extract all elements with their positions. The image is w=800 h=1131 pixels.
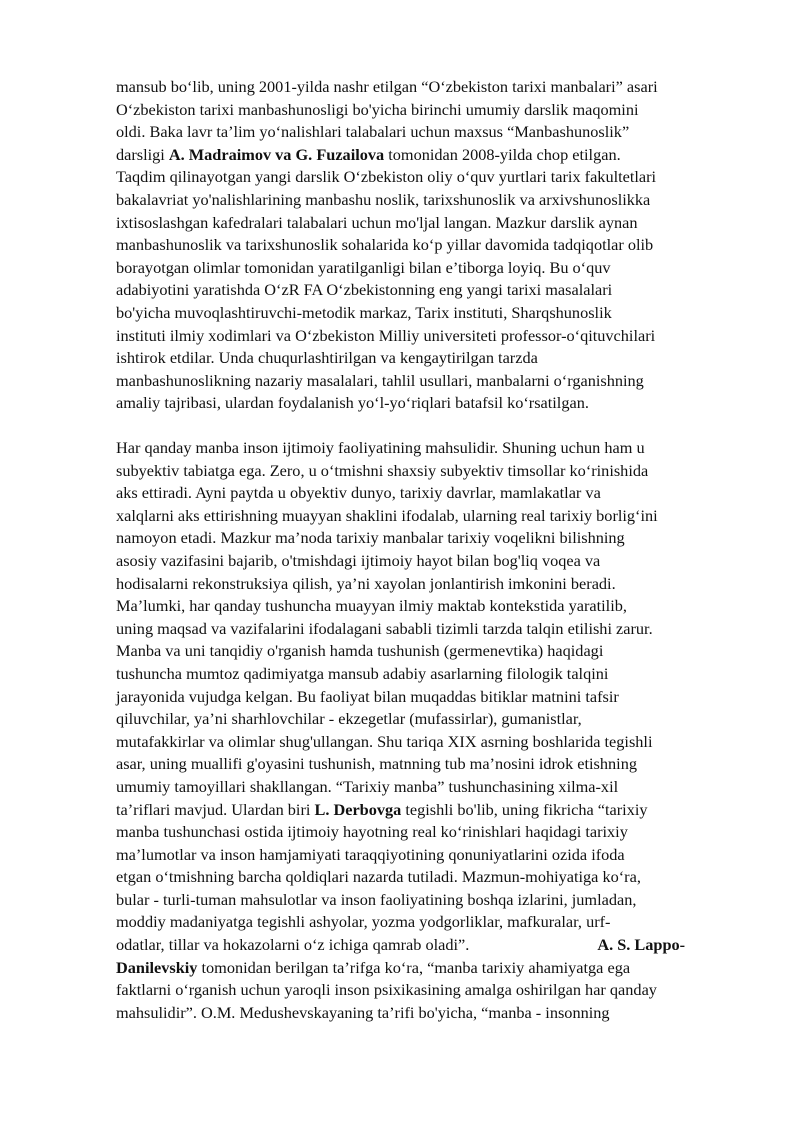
text-line: bakalavriat yo'nalishlarining manbashu noslik, tarixshunoslik va arxivshunoslikka xyxy=(116,189,651,209)
text-run: tomonidan 2008-yilda chop etilgan. xyxy=(384,144,621,164)
text-run: ta’riflari mavjud. Ulardan biri xyxy=(116,799,315,819)
text-line xyxy=(116,144,742,167)
text-line: borayotgan olimlar tomonidan yaratilganligi bilan e’tiborga loyiq. Bu o‘quv xyxy=(116,257,611,277)
text-line: bular - turli-tuman mahsulotlar va inson faoliyatining boshqa izlarini, jumladan, xyxy=(116,889,637,909)
text-line: mansub bo‘lib, uning 2001-yilda nashr etilgan “O‘zbekiston tarixi manbalari” asari xyxy=(116,77,658,96)
text-line: hodisalarni rekonstruksiya qilish, ya’ni xayolan jonlantirish imkonini beradi. xyxy=(116,573,616,593)
text-line: aks ettiradi. Ayni paytda u obyektiv dunyo, tarixiy davrlar, mamlakatlar va xyxy=(116,483,601,503)
text-line: moddiy madaniyatga tegishli ashyolar, yozma yodgorliklar, mafkuralar, urf- xyxy=(116,912,611,932)
paragraph-2 xyxy=(116,437,742,1024)
text-line: tushuncha mumtoz qadimiyatga mansub adabiy asarlarning filologik talqini xyxy=(116,663,609,683)
text-line: bo'yicha muvoqlashtiruvchi-metodik markaz, Tarix instituti, Sharqshunoslik xyxy=(116,302,612,322)
text-line xyxy=(116,799,742,822)
text-line: oldi. Baka lavr ta’lim yo‘nalishlari talabalari uchun maxsus “Manbashunoslik” xyxy=(116,122,630,142)
text-line xyxy=(116,934,742,957)
text-line: Taqdim qilinayotgan yangi darslik O‘zbekiston oliy o‘quv yurtlari tarix fakultetlari xyxy=(116,167,657,187)
text-line: manbashunoslikning nazariy masalalari, tahlil usullari, manbalarni o‘rganishning xyxy=(116,370,644,390)
text-line: qiluvchilar, ya’ni sharhlovchilar - ekzegetlar (mufassirlar), gumanistlar, xyxy=(116,709,582,729)
text-line: amaliy tajribasi, ulardan foydalanish yo‘l-yo‘riqlari batafsil ko‘rsatilgan. xyxy=(116,393,589,413)
text-line: Ma’lumki, har qanday tushuncha muayyan ilmiy maktab kontekstida yaratilib, xyxy=(116,596,627,616)
text-line: Manba va uni tanqidiy o'rganish hamda tushunish (germenevtika) haqidagi xyxy=(116,641,604,661)
text-line: ma’lumotlar va inson hamjamiyati taraqqiyotining qonuniyatlarini ozida ifoda xyxy=(116,844,625,864)
text-line: etgan o‘tmishning barcha qoldiqlari nazarda tutiladi. Mazmun-mohiyatiga ko‘ra, xyxy=(116,867,641,887)
text-line: ishtirok etdilar. Unda chuqurlashtirilgan va kengaytirilgan tarzda xyxy=(116,348,538,368)
text-line: umumiy tamoyillari shakllangan. “Tarixiy manba” tushunchasining xilma-xil xyxy=(116,776,619,796)
text-line: adabiyotini yaratishda O‘zR FA O‘zbekistonning eng yangi tarixi masalalari xyxy=(116,280,613,300)
text-line: jarayonida vujudga kelgan. Bu faoliyat bilan muqaddas bitiklar matnini tafsir xyxy=(116,686,619,706)
text-line: Har qanday manba inson ijtimoiy faoliyatining mahsulidir. Shuning uchun ham u xyxy=(116,438,645,457)
text-line: uning maqsad va vazifalarini ifodalagani sababli tizimli tarzda talqin etilishi zarur. xyxy=(116,618,653,638)
text-line: asar, uning muallifi g'oyasini tushunish, matnning tub ma’nosini idrok etishning xyxy=(116,754,637,774)
text-run: tegishli bo'lib, uning fikricha “tarixiy xyxy=(401,799,648,819)
text-line: O‘zbekiston tarixi manbashunosligi bo'yicha birinchi umumiy darslik maqomini xyxy=(116,99,639,119)
author-name-bold: L. Derbovga xyxy=(314,799,402,819)
text-line: ixtisoslashgan kafedralari talabalari uchun mo'ljal langan. Mazkur darslik aynan xyxy=(116,212,638,232)
paragraph-1 xyxy=(116,76,742,415)
text-line: xalqlarni aks ettirishning muayyan shaklini ifodalab, ularning real tarixiy borlig‘ini xyxy=(116,505,658,525)
text-line xyxy=(116,957,742,980)
text-run: odatlar, tillar va hokazolarni o‘z ichiga qamrab oladi”. xyxy=(116,935,470,955)
author-name-bold: Danilevskiy xyxy=(116,957,198,977)
text-line: manba tushunchasi ostida ijtimoiy hayotning real ko‘rinishlari haqidagi tarixiy xyxy=(116,822,628,842)
text-run: darsligi xyxy=(116,144,169,164)
text-line: asosiy vazifasini bajarib, o'tmishdagi ijtimoiy hayot bilan bog'liq voqea va xyxy=(116,550,601,570)
text-line: namoyon etadi. Mazkur ma’noda tarixiy manbalar tarixiy voqelikni bilishning xyxy=(116,528,625,548)
text-line: instituti ilmiy xodimlari va O‘zbekiston Milliy universiteti professor-o‘qituvchilari xyxy=(116,325,656,345)
text-line: faktlarni o‘rganish uchun yaroqli inson psixikasining amalga oshirilgan har qanday xyxy=(116,980,657,1000)
author-name-bold: A. S. Lappo- xyxy=(597,935,686,955)
text-line: manbashunoslik va tarixshunoslik sohalarida ko‘p yillar davomida tadqiqotlar olib xyxy=(116,235,654,255)
text-line: mahsulidir”. O.M. Medushevskayaning ta’rifi bo'yicha, “manba - insonning xyxy=(116,1002,610,1022)
author-names-bold: A. Madraimov va G. Fuzailova xyxy=(168,144,385,164)
text-line: subyektiv tabiatga ega. Zero, u o‘tmishni shaxsiy subyektiv timsollar ko‘rinishida xyxy=(116,460,649,480)
text-run: tomonidan berilgan ta’rifga ko‘ra, “manba tarixiy ahamiyatga ega xyxy=(197,957,631,977)
text-line: mutafakkirlar va olimlar shug'ullangan. Shu tariqa XIX asrning boshlarida tegishli xyxy=(116,731,653,751)
